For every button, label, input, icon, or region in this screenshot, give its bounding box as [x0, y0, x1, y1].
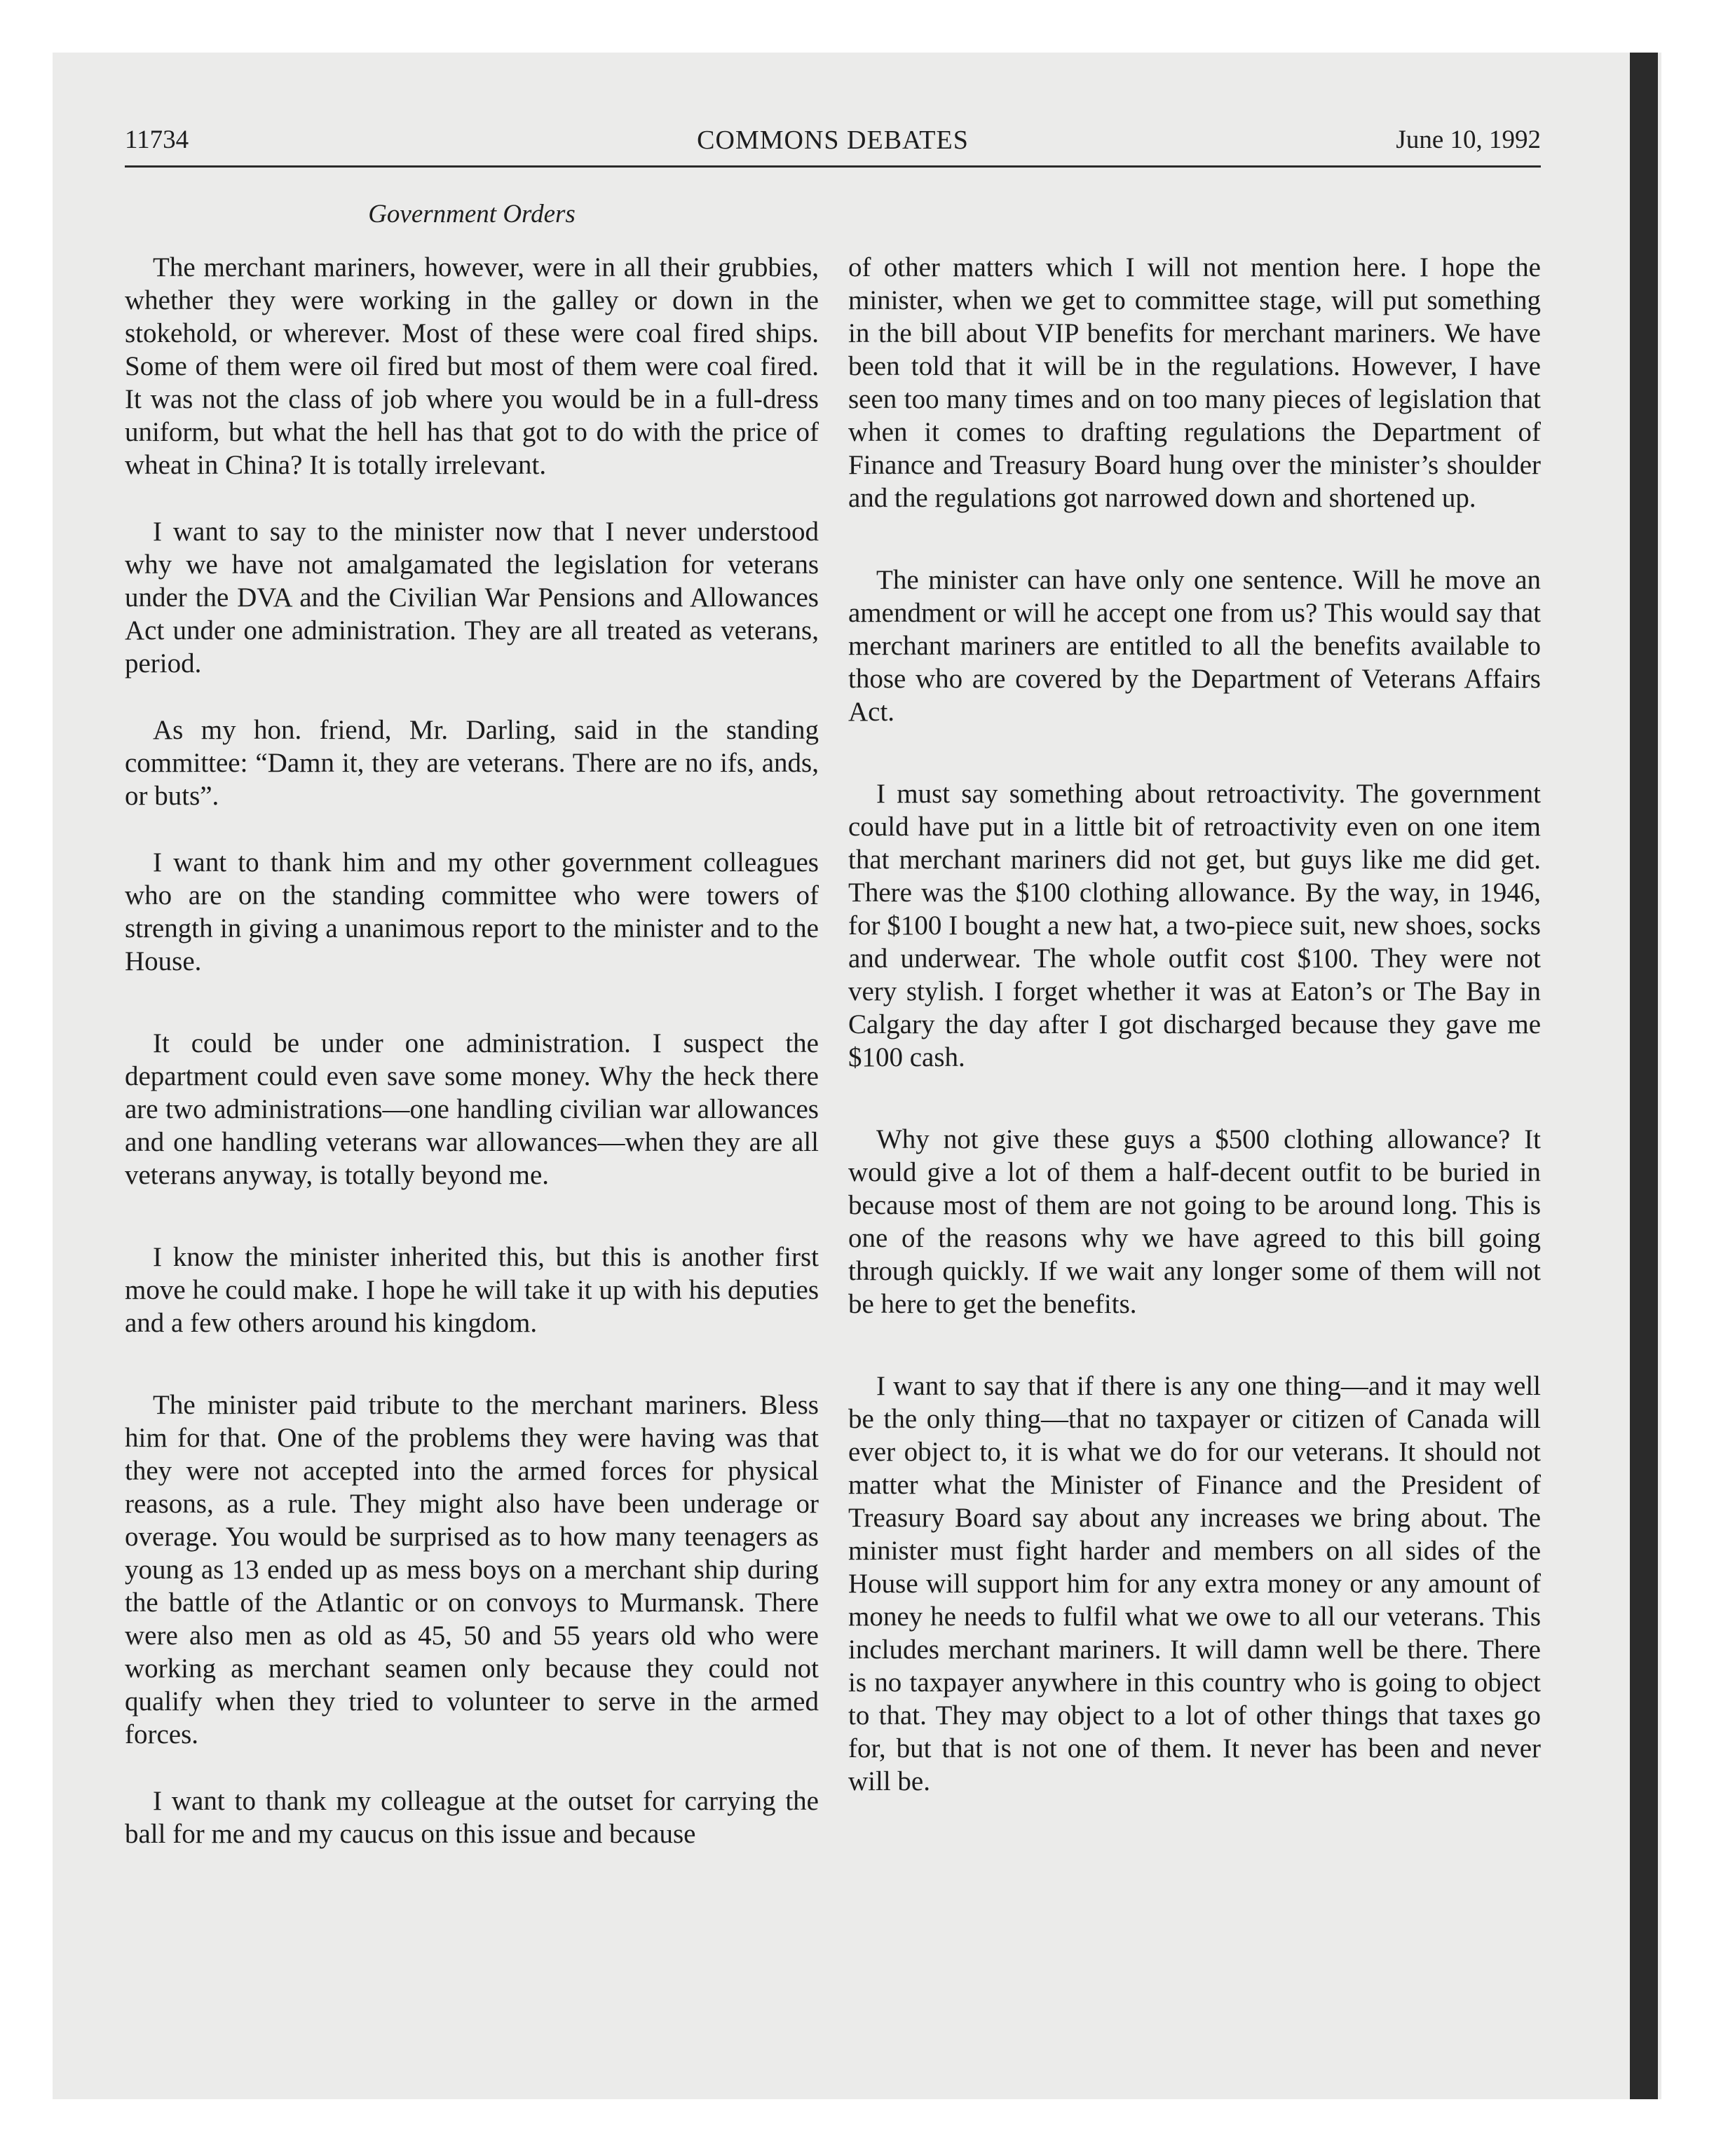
- left-paragraph-6: I know the minister inherited this, but this is another first move he could make. I hope he will take it up with his deputies and a few others around his kingdom.: [125, 1242, 819, 1338]
- header-rule: [125, 165, 1541, 168]
- left-column: [125, 251, 819, 1850]
- journal-title: COMMONS DEBATES: [697, 125, 969, 155]
- right-paragraph-2: The minister can have only one sentence. Will he move an amendment or will he accept one from us? This would say that merchant mariners are entitled to all the benefits available to those who are covered by the Department of Veterans Affairs Act.: [848, 565, 1541, 727]
- left-paragraph-8: I want to thank my colleague at the outset for carrying the ball for me and my caucus on this issue and because: [125, 1786, 819, 1849]
- right-column: [848, 251, 1541, 1798]
- section-heading: Government Orders: [368, 200, 576, 228]
- right-paragraph-3: I must say something about retroactivity. The government could have put in a little bit of retroactivity even on one item that merchant mariners did not get, but guys like me did get. There was the $100 clothing allowance. By the way, in 1946, for $100 I bought a new hat, a two-piece suit, new shoes, socks and underwear. The whole outfit cost $100. They were not very stylish. I forget whether it was at Eaton’s or The Bay in Calgary the day after I got discharged because they gave me $100 cash.: [848, 779, 1541, 1072]
- issue-date: June 10, 1992: [1396, 125, 1541, 154]
- left-paragraph-4: I want to thank him and my other government colleagues who are on the standing committee who were towers of strength in giving a unanimous report to the minister and to the House.: [125, 847, 819, 976]
- page-number: 11734: [125, 125, 189, 154]
- right-paragraph-1: of other matters which I will not mention here. I hope the minister, when we get to committee stage, will put something in the bill about VIP benefits for merchant mariners. We have been told that it will be in the regulations. However, I have seen too many times and on too many pieces of legislation that when it comes to drafting regulations the Department of Finance and Treasury Board hung over the minister’s shoulder and the regulations got narrowed down and shortened up.: [848, 252, 1541, 513]
- left-paragraph-2: I want to say to the minister now that I never understood why we have not amalgamated the legislation for veterans under the DVA and the Civilian War Pensions and Allowances Act under one administration. They are all treated as veterans, period.: [125, 517, 819, 678]
- right-paragraph-4: Why not give these guys a $500 clothing allowance? It would give a lot of them a half-decent outfit to be buried in because most of them are not going to be around long. This is one of the reasons why we have agreed to this bill going through quickly. If we wait any longer some of them will not be here to get the benefits.: [848, 1124, 1541, 1319]
- left-paragraph-7: The minister paid tribute to the merchant mariners. Bless him for that. One of the problems they were having was that they were not accepted into the armed forces for physical reasons, as a rule. They might also have been underage or overage. You would be surprised as to how many teenagers as young as 13 ended up as mess boys on a merchant ship during the battle of the Atlantic or on convoys to Murmansk. There were also men as old as 45, 50 and 55 years old who were working as merchant seamen only because they could not qualify when they tried to volunteer to serve in the armed forces.: [125, 1390, 819, 1749]
- right-paragraph-5: I want to say that if there is any one thing—and it may well be the only thing—that no taxpayer or citizen of Canada will ever object to, it is what we do for our veterans. It should not matter what the Minister of Finance and the President of Treasury Board say about any increases we bring about. The minister must fight harder and members on all sides of the House will support him for any extra money or any amount of money he needs to fulfil what we owe to all our veterans. This includes merchant mariners. It will damn well be there. There is no taxpayer anywhere in this country who is going to object to that. They may object to a lot of other things that taxes go for, but that is not one of them. It never has been and never will be.: [848, 1371, 1541, 1796]
- left-paragraph-1: The merchant mariners, however, were in all their grubbies, whether they were working in the galley or down in the stokehold, or wherever. Most of these were coal fired ships. Some of them were oil fired but most of them were coal fired. It was not the class of job where you would be in a full-dress uniform, but what the hell has that got to do with the price of wheat in China? It is totally irrelevant.: [125, 252, 819, 480]
- left-paragraph-3: As my hon. friend, Mr. Darling, said in the standing committee: “Damn it, they are veterans. There are no ifs, ands, or buts”.: [125, 715, 819, 811]
- page-header: [125, 125, 1541, 160]
- left-paragraph-5: It could be under one administration. I suspect the department could even save some money. Why the heck there are two administrations—one handling civilian war allowances and one handling veterans war allowances—when they are all veterans anyway, is totally beyond me.: [125, 1028, 819, 1190]
- scan-edge-shadow: [1630, 53, 1658, 2099]
